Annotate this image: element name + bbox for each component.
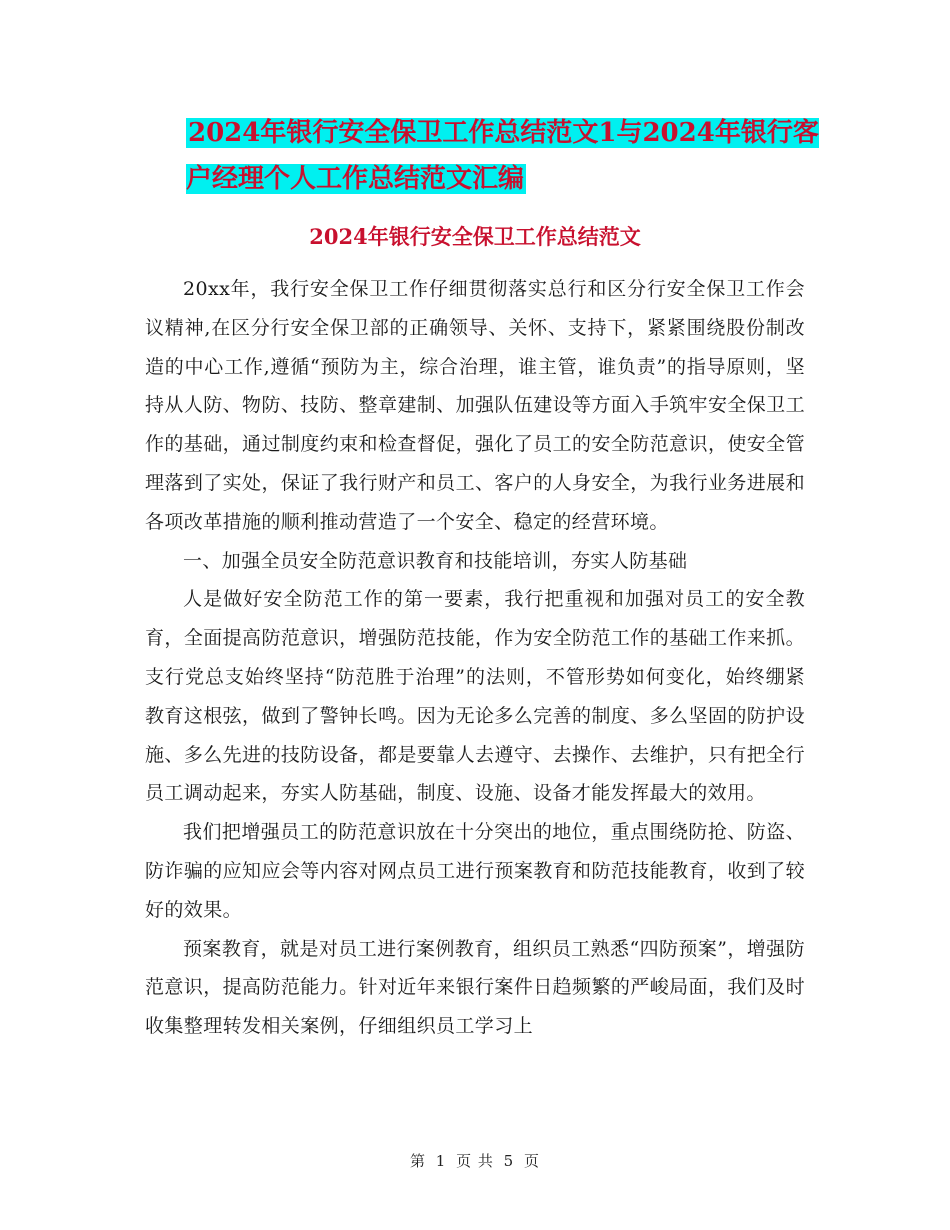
document-title xyxy=(186,110,826,202)
footer-current-page: 1 xyxy=(435,1152,447,1170)
title-highlight: 2024年银行安全保卫工作总结范文1与2024年银行客户经理个人工作总结范文汇编 xyxy=(186,118,819,194)
paragraph-case-education: 预案教育，就是对员工进行案例教育，组织员工熟悉“四防预案”，增强防范意识，提高防范能力。针对近年来银行案件日趋频繁的严峻局面，我们及时收集整理转发相关案例，仔细组织员工学习上 xyxy=(145,937,805,1038)
document-body xyxy=(145,270,805,1046)
footer-suffix: 页 xyxy=(524,1152,541,1170)
paragraph-awareness: 我们把增强员工的防范意识放在十分突出的地位，重点围绕防抢、防盗、防诈骗的应知应会等内容对网点员工进行预案教育和防范技能教育，收到了较好的效果。 xyxy=(145,821,805,921)
page-footer xyxy=(0,1150,950,1171)
paragraph-people-first: 人是做好安全防范工作的第一要素，我行把重视和加强对员工的安全教育，全面提高防范意识，增强防范技能，作为安全防范工作的基础工作来抓。支行党总支始终坚持“防范胜于治理”的法则，不管形势如何变化，始终绷紧教育这根弦，做到了警钟长鸣。因为无论多么完善的制度、多么坚固的防护设施、多么先进的技防设备，都是要靠人去遵守、去操作、去维护，只有把全行员工调动起来，夯实人防基础，制度、设施、设备才能发挥最大的效用。 xyxy=(145,588,805,805)
footer-prefix: 第 xyxy=(409,1152,426,1170)
section-title: 2024年银行安全保卫工作总结范文 xyxy=(309,224,641,249)
footer-middle: 页 共 xyxy=(456,1152,494,1170)
paragraph-heading-1: 一、加强全员安全防范意识教育和技能培训，夯实人防基础 xyxy=(183,549,688,572)
footer-total-pages: 5 xyxy=(503,1152,515,1170)
paragraph-intro: 20xx年，我行安全保卫工作仔细贯彻落实总行和区分行安全保卫工作会议精神,在区分行安全保卫部的正确领导、关怀、支持下，紧紧围绕股份制改造的中心工作,遵循“预防为主，综合治理，谁主管，谁负责”的指导原则，坚持从人防、物防、技防、整章建制、加强队伍建设等方面入手筑牢安全保卫工作的基础，通过制度约束和检查督促，强化了员工的安全防范意识，使安全管理落到了实处，保证了我行财产和员工、客户的人身安全，为我行业务进展和各项改革措施的顺利推动营造了一个安全、稳定的经营环境。 xyxy=(145,278,805,533)
